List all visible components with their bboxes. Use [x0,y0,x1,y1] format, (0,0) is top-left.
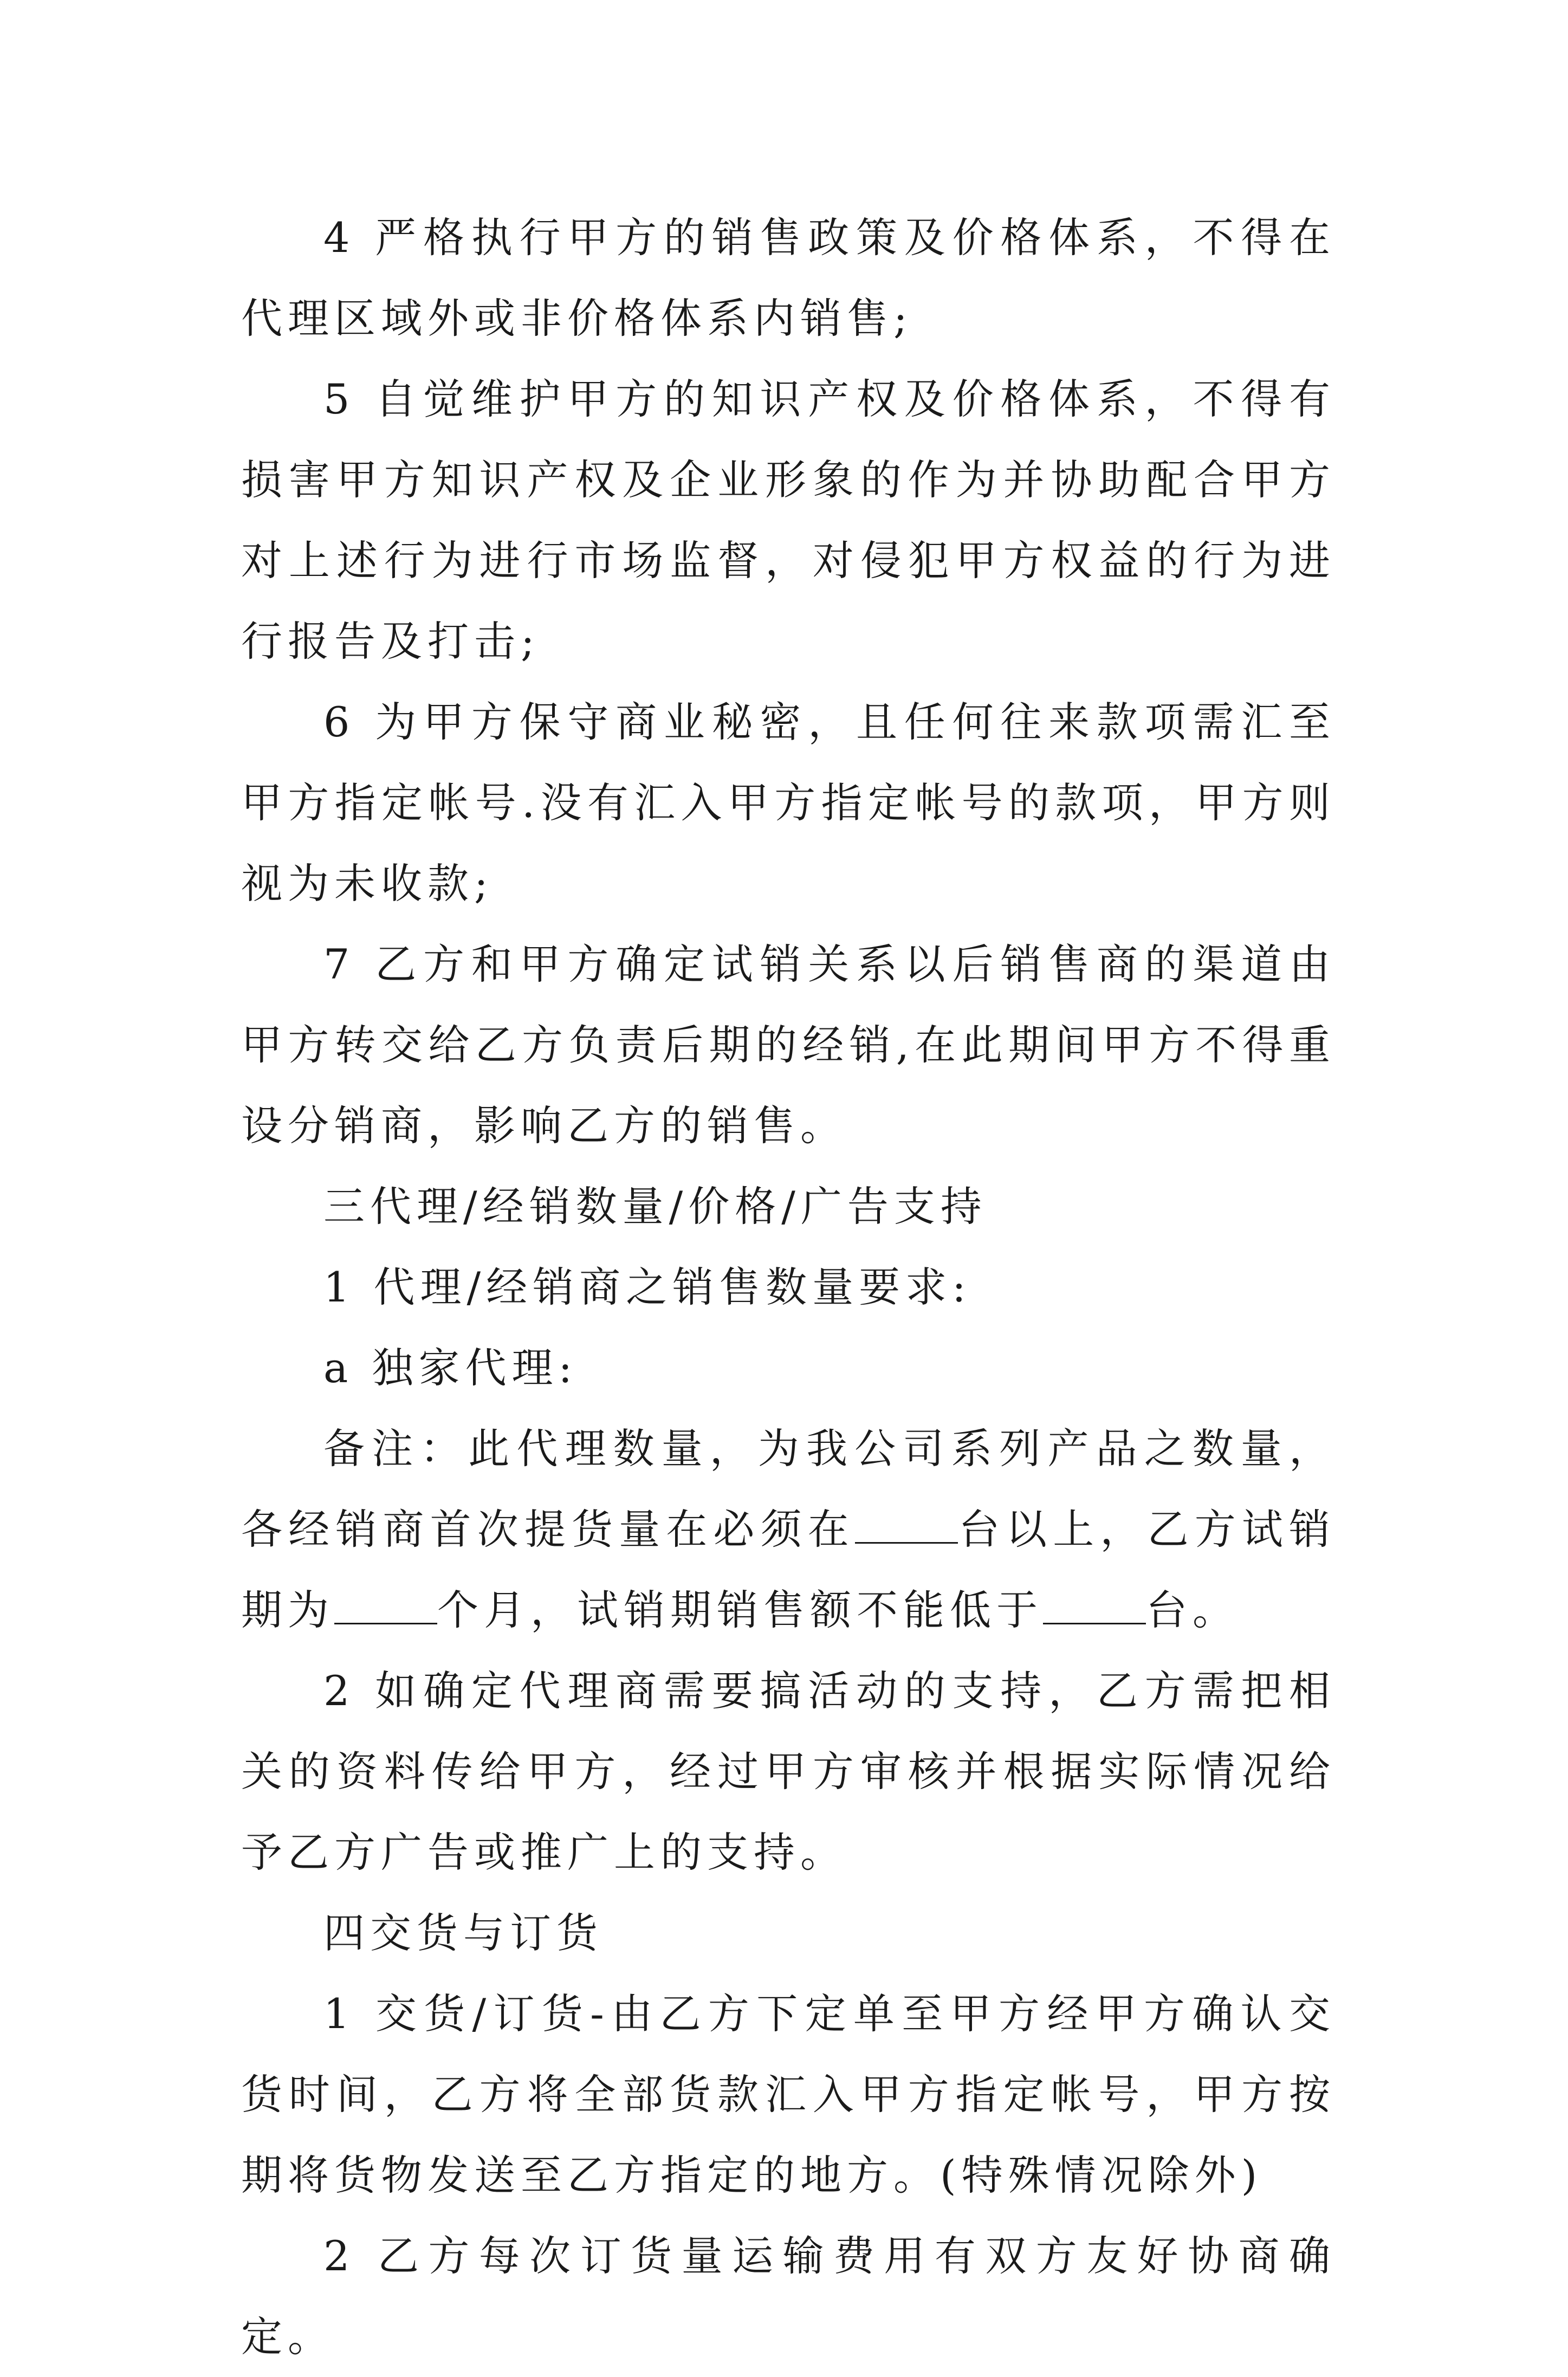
blank-line-quantity [855,1504,958,1544]
clause-7-trial-sales: 7 乙方和甲方确定试销关系以后销售商的渠道由甲方转交给乙方负责后期的经销,在此期间甲方不得重设分销商，影响乙方的销售。 [241,940,1336,1150]
section-4-item-1: 1 交货/订货-由乙方下定单至甲方经甲方确认交货时间，乙方将全部货款汇入甲方指定帐号，甲方按期将货物发送至乙方指定的地方。(特殊情况除外) [241,1990,1336,2199]
clause-5-ip-protection: 5 自觉维护甲方的知识产权及价格体系，不得有损害甲方知识产权及企业形象的作为并协助配合甲方对上述行为进行市场监督，对侵犯甲方权益的行为进行报告及打击; [241,375,1336,665]
section-4-heading: 四交货与订货 [323,1909,603,1957]
blank-line-min-sales [1043,1585,1146,1624]
remark-text-1: 备注：此代理数量，为我公司系列产品之数量，各经销商首次提货量在必须在 [241,1424,1336,1553]
section-3-item-2: 2 如确定代理商需要搞活动的支持，乙方需把相关的资料传给甲方，经过甲方审核并根据实际情况给予乙方广告或推广上的支持。 [241,1667,1336,1876]
remark-text-4: 台。 [1146,1586,1239,1634]
clause-4-price-policy: 4 严格执行甲方的销售政策及价格体系，不得在代理区域外或非价格体系内销售; [241,213,1336,342]
section-3-item-a: a 独家代理: [323,1344,578,1392]
document-body [241,197,1336,2377]
remark-text-3: 个月，试销期销售额不能低于 [437,1586,1043,1634]
remark-text-2: 台以上，乙方试销期为 [241,1505,1336,1634]
clause-6-confidentiality: 6 为甲方保守商业秘密，且任何往来款项需汇至甲方指定帐号.没有汇入甲方指定帐号的款项，甲方则视为未收款; [241,698,1336,908]
blank-line-trial-period [334,1585,437,1624]
section-3-heading: 三代理/经销数量/价格/广告支持 [323,1182,987,1230]
section-3-item-1: 1 代理/经销商之销售数量要求: [323,1263,971,1311]
section-4-item-2: 2 乙方每次订货量运输费用有双方友好协商确定。 [241,2232,1336,2361]
section-3-remark [241,1408,1336,1650]
